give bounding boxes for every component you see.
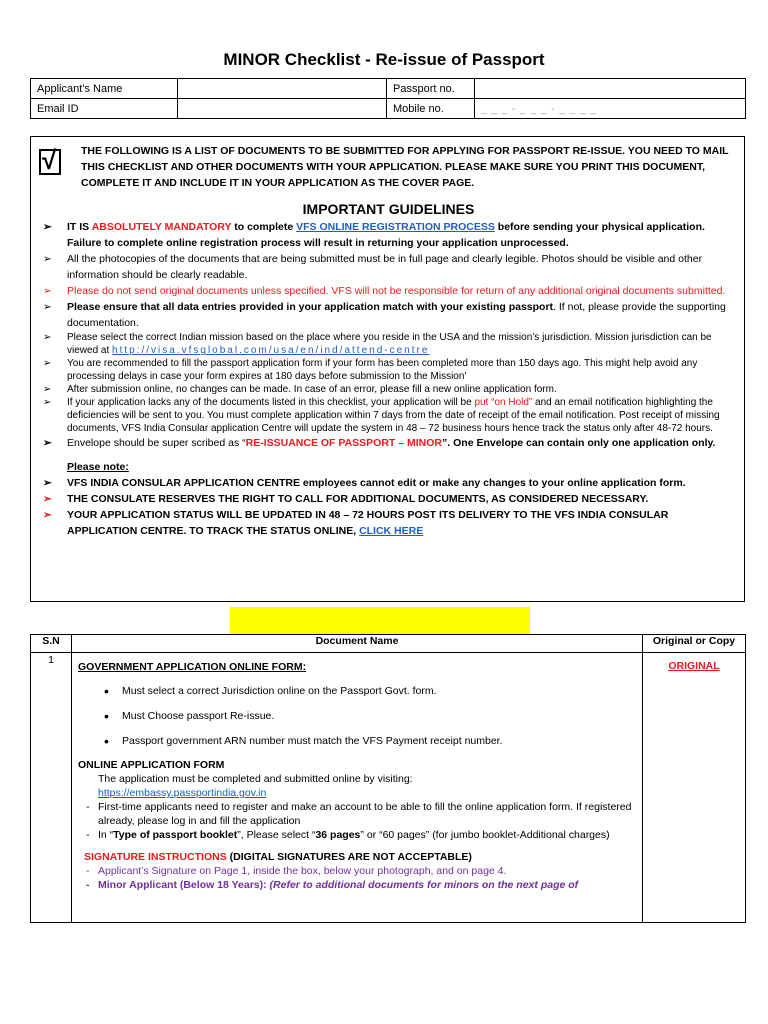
gov-form-heading: GOVERNMENT APPLICATION ONLINE FORM:: [78, 661, 307, 673]
passport-india-link[interactable]: https://embassy.passportindia.gov.in: [98, 787, 267, 799]
page-title: MINOR Checklist - Re-issue of Passport: [223, 50, 545, 69]
intro-text: THE FOLLOWING IS A LIST OF DOCUMENTS TO BE SUBMITTED FOR APPLYING FOR PASSPORT RE-ISSUE. YOU NEED TO MAIL THIS CHECKLIST AND OTHER DOCUMENTS WITH YOUR APPLICATION. PLEASE MAKE SURE YOU PRINT THIS DOCUMENT, COMPLETE IT AND INCLUDE IT IN YOUR APPLICATION AS THE COVER PAGE.: [81, 145, 729, 189]
guideline-item: ➢ You are recommended to fill the passport application form if your form has been completed more than 150 days ago. This might help avoid any processing delays in case your form expires at 180 days before submission to the Mission’: [43, 358, 698, 382]
guideline-item: ➢ Please ensure that all data entries provided in your application match with your existing passport. If not, please provide the supporting documentation.: [43, 301, 726, 329]
highlight-bar: [230, 607, 530, 635]
note-heading: Please note:: [67, 461, 129, 473]
arrow-bullet-icon: ➢: [43, 285, 52, 297]
guidelines-title: IMPORTANT GUIDELINES: [302, 201, 475, 217]
email-label: Email ID: [31, 99, 178, 119]
documents-table: [30, 634, 746, 923]
sn-header: S.N: [31, 635, 72, 653]
guideline-item: ➢ Please select the correct Indian mission based on the place where you reside in the USA and the mission’s jurisdiction. Mission jurisdiction can be viewed at http://visa.vfsglobal.com/usa/en/ind/attend-centre: [43, 332, 712, 356]
guideline-item: ➢ If your application lacks any of the documents listed in this checklist, your application will be put “on Hold” and an email notification highlighting the deficiencies will be sent to you. You must complete application within 7 days from the date of receipt of the email notification. Post receipt of missing documents, VFS India Consular application Centre will update the system in 48 – 72 business hours hence track the status only after 48-72 hours.: [43, 397, 720, 434]
row-sn: 1: [31, 653, 72, 923]
list-item: • Must Choose passport Re-issue.: [78, 708, 636, 724]
gov-form-points: [78, 683, 636, 749]
arrow-bullet-icon: ➢: [43, 437, 52, 449]
original-copy-header: Original or Copy: [643, 635, 746, 653]
arrow-bullet-icon: ➢: [43, 477, 52, 489]
mobile-label: Mobile no.: [387, 99, 475, 119]
checkbox-icon: √: [39, 149, 61, 175]
arrow-bullet-icon: ➢: [43, 384, 52, 395]
list-item: - In “Type of passport booklet”, Please select “36 pages” or “60 pages” (for jumbo booklet-Additional charges): [78, 828, 636, 842]
arrow-bullet-icon: ➢: [43, 301, 52, 313]
track-status-link[interactable]: CLICK HERE: [359, 525, 424, 537]
vfs-registration-link[interactable]: VFS ONLINE REGISTRATION PROCESS: [296, 221, 495, 233]
list-item: • Must select a correct Jurisdiction online on the Passport Govt. form.: [78, 683, 636, 699]
arrow-bullet-icon: ➢: [43, 332, 52, 343]
row-document: [72, 653, 643, 923]
guideline-item: ➢ After submission online, no changes can be made. In case of an error, please fill a new online application form.: [43, 384, 557, 395]
guideline-item: ➢ Envelope should be super scribed as “RE-ISSUANCE OF PASSPORT – MINOR”. One Envelope can contain only one application only.: [43, 437, 716, 449]
note-item: ➢ VFS INDIA CONSULAR APPLICATION CENTRE employees cannot edit or make any changes to your online application form.: [43, 477, 686, 489]
table-row: [31, 653, 746, 923]
row-original: [643, 653, 746, 923]
arrow-bullet-icon: ➢: [43, 221, 52, 233]
signature-list: [78, 864, 636, 892]
mobile-field[interactable]: [475, 99, 746, 119]
signature-heading: SIGNATURE INSTRUCTIONS (DIGITAL SIGNATURES ARE NOT ACCEPTABLE): [84, 851, 472, 863]
guideline-item: ➢ All the photocopies of the documents that are being submitted must be in full page and clearly legible. Photos should be visible and other information should be clearly readable.: [43, 253, 703, 281]
passport-no-field[interactable]: [475, 79, 746, 99]
list-item: - Applicant’s Signature on Page 1, inside the box, below your photograph, and on page 4.: [78, 864, 636, 878]
online-form-heading: ONLINE APPLICATION FORM: [78, 759, 225, 771]
original-label: ORIGINAL: [668, 660, 720, 672]
guideline-item: ➢ IT IS ABSOLUTELY MANDATORY to complete VFS ONLINE REGISTRATION PROCESS before sending your physical application. Failure to complete online registration process will result in returning your application unprocessed.: [43, 221, 705, 249]
arrow-bullet-icon: ➢: [43, 358, 52, 369]
mobile-placeholder: _ _ _ - _ _ _ - _ _ _ _: [481, 103, 597, 115]
applicant-info-table: [30, 78, 746, 119]
list-item: - Minor Applicant (Below 18 Years): (Refer to additional documents for minors on the next page of: [78, 878, 636, 892]
guidelines-box: [30, 136, 745, 602]
arrow-bullet-icon: ➢: [43, 397, 52, 408]
arrow-bullet-icon: ➢: [43, 509, 52, 521]
online-form-text: The application must be completed and submitted online by visiting:: [98, 773, 413, 785]
guidelines-list: [41, 219, 736, 539]
list-item: • Passport government ARN number must match the VFS Payment receipt number.: [78, 733, 636, 749]
list-item: - First-time applicants need to register and make an account to be able to fill the online application form. If registered already, please log in and fill the application: [78, 800, 636, 828]
arrow-bullet-icon: ➢: [43, 493, 52, 505]
attend-centre-link[interactable]: http://visa.vfsglobal.com/usa/en/ind/attend-centre: [112, 345, 430, 356]
email-field[interactable]: [178, 99, 387, 119]
arrow-bullet-icon: ➢: [43, 253, 52, 265]
note-item: ➢ THE CONSULATE RESERVES THE RIGHT TO CALL FOR ADDITIONAL DOCUMENTS, AS CONSIDERED NECESSARY.: [43, 493, 649, 505]
document-name-header: Document Name: [72, 635, 643, 653]
passport-no-label: Passport no.: [387, 79, 475, 99]
applicant-name-field[interactable]: [178, 79, 387, 99]
note-item: ➢ YOUR APPLICATION STATUS WILL BE UPDATED IN 48 – 72 HOURS POST ITS DELIVERY TO THE VFS INDIA CONSULAR APPLICATION CENTRE. TO TRACK THE STATUS ONLINE, CLICK HERE: [43, 509, 669, 537]
applicant-name-label: Applicant’s Name: [31, 79, 178, 99]
guideline-item: ➢ Please do not send original documents unless specified. VFS will not be responsible for return of any additional original documents submitted.: [43, 285, 726, 297]
online-form-sublist: [78, 800, 636, 842]
